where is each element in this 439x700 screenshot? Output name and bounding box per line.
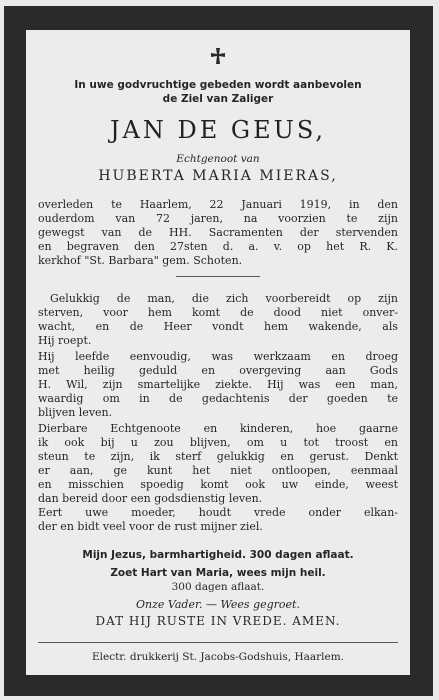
paragraph3-line-8: der en bidt veel voor de rust mijner ziel. <box>38 520 263 533</box>
bio-line-4: en begraven den 27sten d. a. v. op het R. K. <box>38 240 398 253</box>
paragraph3-line-4: er aan, ge kunt het niet ontloopen, eenmaal <box>38 464 398 477</box>
bio-line-3: gewegst van de HH. Sacramenten der stervenden <box>38 226 398 239</box>
intro-line-2: de Ziel van Zaliger <box>162 93 274 105</box>
prayer-line-3: Onze Vader. — Wees gegroet. <box>136 598 300 611</box>
paragraph1-line-4: Hij roept. <box>38 334 92 347</box>
intro-line-1: In uwe godvruchtige gebeden wordt aanbevolen <box>74 79 362 91</box>
bio-line-1: overleden te Haarlem, 22 Januari 1919, in den <box>38 198 398 211</box>
card-body <box>26 30 410 675</box>
paragraph2-line-1: Hij leefde eenvoudig, was werkzaam en droeg <box>38 350 398 363</box>
bio-line-5: kerkhof "St. Barbara" gem. Schoten. <box>38 254 243 267</box>
paragraph3-line-7: Eert uwe moeder, houdt vrede onder elkan- <box>38 506 398 519</box>
bio-line-2: ouderdom van 72 jaren, na voorzien te zijn <box>38 212 398 225</box>
paragraph1-line-2: sterven, voor hem komt de dood niet onver- <box>38 306 398 319</box>
prayer-line-2-indulgence: 300 dagen aflaat. <box>171 581 265 593</box>
divider-rule <box>176 276 260 277</box>
paragraph3-line-3: steun te zijn, ik sterf gelukkig en gerust. Denkt <box>38 450 398 463</box>
footer-rule <box>38 642 398 643</box>
prayer-line-2: Zoet Hart van Maria, wees mijn heil. <box>110 567 326 579</box>
paragraph3-line-6: dan bereid door een godsdienstig leven. <box>38 492 263 505</box>
closing-line: DAT HIJ RUSTE IN VREDE. AMEN. <box>95 614 341 628</box>
paragraph2-line-2: met heilig geduld en overgeving aan Gods <box>38 364 398 377</box>
paragraph2-line-5: blijven leven. <box>38 406 113 419</box>
paragraph2-line-3: H. Wil, zijn smartelijke ziekte. Hij was een man, <box>38 378 398 391</box>
paragraph1-line-1: Gelukkig de man, die zich voorbereidt op zijn <box>50 292 398 305</box>
paragraph3-line-5: en misschien spoedig komt ook uw einde, weest <box>38 478 398 491</box>
printer-credit: Electr. drukkerij St. Jacobs-Godshuis, Haarlem. <box>91 651 345 663</box>
paragraph3-line-1: Dierbare Echtgenoote en kinderen, hoe gaarne <box>38 422 398 435</box>
paragraph1-line-3: wacht, en de Heer vondt hem wakende, als <box>38 320 398 333</box>
paragraph3-line-2: ik ook bij u zou blijven, om u tot troost en <box>38 436 398 449</box>
spouse-prefix: Echtgenoot van <box>176 153 260 165</box>
spouse-name: HUBERTA MARIA MIERAS, <box>98 168 338 184</box>
cross-icon <box>26 48 410 68</box>
prayer-line-1: Mijn Jezus, barmhartigheid. 300 dagen aflaat. <box>82 549 354 561</box>
paragraph2-line-4: waardig om in de gedachtenis der goeden te <box>38 392 398 405</box>
deceased-name: JAN DE GEUS, <box>109 116 327 144</box>
